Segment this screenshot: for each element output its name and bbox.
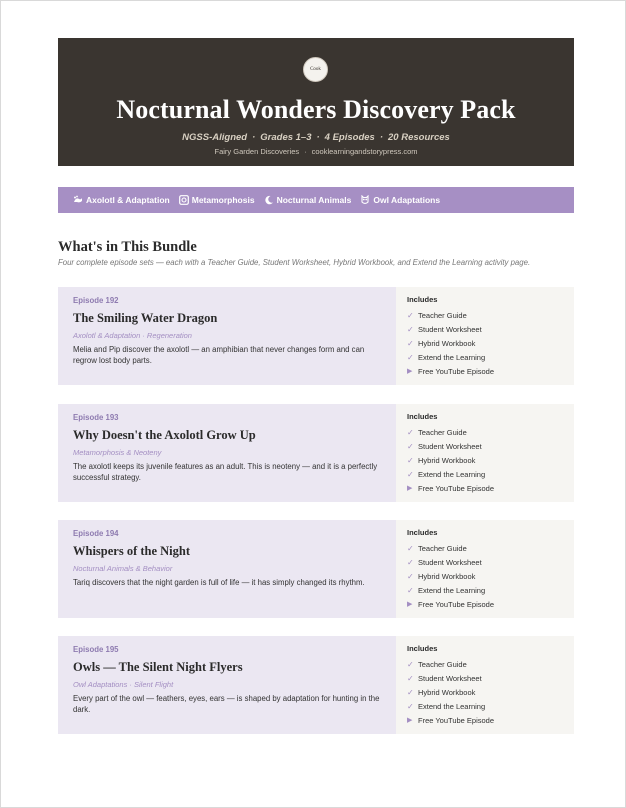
- play-icon: ▶: [407, 717, 413, 724]
- include-item: [407, 569, 574, 583]
- check-icon: ✓: [407, 585, 414, 595]
- section-title: What's in This Bundle: [58, 239, 197, 255]
- meta-standards: NGSS-Aligned: [182, 132, 248, 143]
- include-label: Hybrid Workbook: [418, 571, 476, 581]
- include-item: [407, 364, 574, 378]
- check-icon: ✓: [407, 659, 414, 669]
- episode-tags: Owl Adaptations · Silent Flight: [73, 680, 174, 689]
- topic-label: Metamorphosis: [191, 195, 255, 205]
- topic-owl: [360, 195, 440, 205]
- includes-heading: Includes: [407, 644, 438, 653]
- include-label: Free YouTube Episode: [418, 366, 495, 376]
- include-item: [407, 481, 574, 495]
- include-item: [407, 657, 574, 671]
- check-icon: ✓: [407, 338, 414, 348]
- include-item: [407, 685, 574, 699]
- include-label: Student Worksheet: [418, 324, 482, 334]
- episode-number: Episode 192: [73, 296, 119, 305]
- includes-heading: Includes: [407, 412, 438, 421]
- episode-description: Tariq discovers that the night garden is full of life — it has simply changed its rhythm.: [73, 578, 365, 587]
- header-brand-line: [58, 147, 574, 156]
- include-item: [407, 597, 574, 611]
- metamorphosis-icon: [179, 195, 189, 205]
- episode-title: Owls — The Silent Night Flyers: [73, 660, 243, 674]
- brand-separator: ·: [304, 147, 307, 156]
- include-label: Hybrid Workbook: [418, 338, 476, 348]
- play-icon: ▶: [407, 485, 413, 492]
- include-item: [407, 336, 574, 350]
- check-icon: ✓: [407, 557, 414, 567]
- include-item: [407, 308, 574, 322]
- check-icon: ✓: [407, 310, 414, 320]
- check-icon: ✓: [407, 427, 414, 437]
- includes-heading: Includes: [407, 528, 438, 537]
- topic-metamorphosis: [179, 195, 255, 205]
- include-label: Free YouTube Episode: [418, 715, 495, 725]
- brand-site: cooklearningandstorypress.com: [311, 147, 418, 156]
- include-label: Free YouTube Episode: [418, 599, 495, 609]
- episode-tags: Nocturnal Animals & Behavior: [73, 564, 173, 573]
- check-icon: ✓: [407, 455, 414, 465]
- topic-label: Owl Adaptations: [373, 195, 441, 205]
- include-label: Student Worksheet: [418, 557, 482, 567]
- episode-number: Episode 194: [73, 529, 119, 538]
- episode-tags: Axolotl & Adaptation · Regeneration: [73, 331, 192, 340]
- include-item: [407, 541, 574, 555]
- check-icon: ✓: [407, 441, 414, 451]
- meta-separator: ·: [316, 132, 320, 143]
- episode-title: The Smiling Water Dragon: [73, 311, 218, 325]
- include-label: Teacher Guide: [418, 310, 467, 320]
- moon-icon: [264, 195, 274, 205]
- header-meta: [58, 132, 574, 143]
- episode-card: [58, 520, 574, 618]
- topic-axolotl: [73, 195, 170, 205]
- episode-description: Every part of the owl — feathers, eyes, ears — is shaped by adaptation for hunting in the dark.: [73, 694, 380, 714]
- episode-title: Whispers of the Night: [73, 544, 191, 558]
- check-icon: ✓: [407, 543, 414, 553]
- meta-resources: 20 Resources: [388, 132, 450, 143]
- meta-separator: ·: [379, 132, 384, 143]
- check-icon: ✓: [407, 469, 414, 479]
- include-label: Teacher Guide: [418, 659, 467, 669]
- topic-nocturnal: [264, 195, 352, 205]
- includes-panel: [396, 520, 574, 618]
- include-item: [407, 439, 574, 453]
- logo-text: Cook: [310, 67, 321, 72]
- meta-grades: Grades 1–3: [260, 132, 312, 143]
- episode-info: [58, 404, 396, 502]
- check-icon: ✓: [407, 687, 414, 697]
- include-item: [407, 713, 574, 727]
- publisher-logo: [303, 57, 328, 82]
- episode-tags: Metamorphosis & Neoteny: [73, 448, 162, 457]
- check-icon: ✓: [407, 352, 414, 362]
- episode-card: [58, 404, 574, 502]
- episode-title: Why Doesn't the Axolotl Grow Up: [73, 428, 256, 442]
- includes-panel: [396, 287, 574, 385]
- include-item: [407, 350, 574, 364]
- episode-info: [58, 287, 396, 385]
- include-label: Teacher Guide: [418, 543, 467, 553]
- check-icon: ✓: [407, 673, 414, 683]
- include-item: [407, 671, 574, 685]
- include-item: [407, 467, 574, 481]
- include-label: Extend the Learning: [418, 585, 486, 595]
- includes-panel: [396, 636, 574, 734]
- meta-episodes: 4 Episodes: [324, 132, 375, 143]
- include-item: [407, 583, 574, 597]
- include-label: Hybrid Workbook: [418, 687, 476, 697]
- include-item: [407, 699, 574, 713]
- topic-label: Nocturnal Animals: [276, 195, 352, 205]
- owl-icon: [360, 195, 370, 205]
- brand-name: Fairy Garden Discoveries: [214, 147, 300, 156]
- episode-description: The axolotl keeps its juvenile features as an adult. This is neoteny — and it is a perfectly successful strategy.: [73, 462, 378, 482]
- check-icon: ✓: [407, 571, 414, 581]
- include-item: [407, 453, 574, 467]
- meta-separator: ·: [252, 132, 256, 143]
- include-label: Free YouTube Episode: [418, 483, 495, 493]
- episode-card: [58, 636, 574, 734]
- include-label: Extend the Learning: [418, 701, 486, 711]
- check-icon: ✓: [407, 324, 414, 334]
- includes-panel: [396, 404, 574, 502]
- include-item: [407, 322, 574, 336]
- episode-number: Episode 195: [73, 645, 119, 654]
- include-item: [407, 425, 574, 439]
- includes-heading: Includes: [407, 295, 438, 304]
- include-label: Teacher Guide: [418, 427, 467, 437]
- section-description: Four complete episode sets — each with a Teacher Guide, Student Worksheet, Hybrid Workbook, and Extend the Learning activity page.: [58, 258, 531, 267]
- episode-info: [58, 636, 396, 734]
- include-label: Hybrid Workbook: [418, 455, 476, 465]
- topic-label: Axolotl & Adaptation: [86, 195, 170, 205]
- episode-description: Melia and Pip discover the axolotl — an amphibian that never changes form and can regrow lost body parts.: [73, 345, 365, 365]
- include-label: Student Worksheet: [418, 441, 482, 451]
- check-icon: ✓: [407, 701, 414, 711]
- axolotl-icon: [73, 195, 83, 205]
- include-label: Extend the Learning: [418, 469, 486, 479]
- include-label: Student Worksheet: [418, 673, 482, 683]
- episode-card: [58, 287, 574, 385]
- topic-bar: [58, 187, 574, 213]
- play-icon: ▶: [407, 601, 413, 608]
- episode-number: Episode 193: [73, 413, 119, 422]
- episode-info: [58, 520, 396, 618]
- page-title: Nocturnal Wonders Discovery Pack: [116, 95, 516, 124]
- play-icon: ▶: [407, 368, 413, 375]
- include-item: [407, 555, 574, 569]
- include-label: Extend the Learning: [418, 352, 486, 362]
